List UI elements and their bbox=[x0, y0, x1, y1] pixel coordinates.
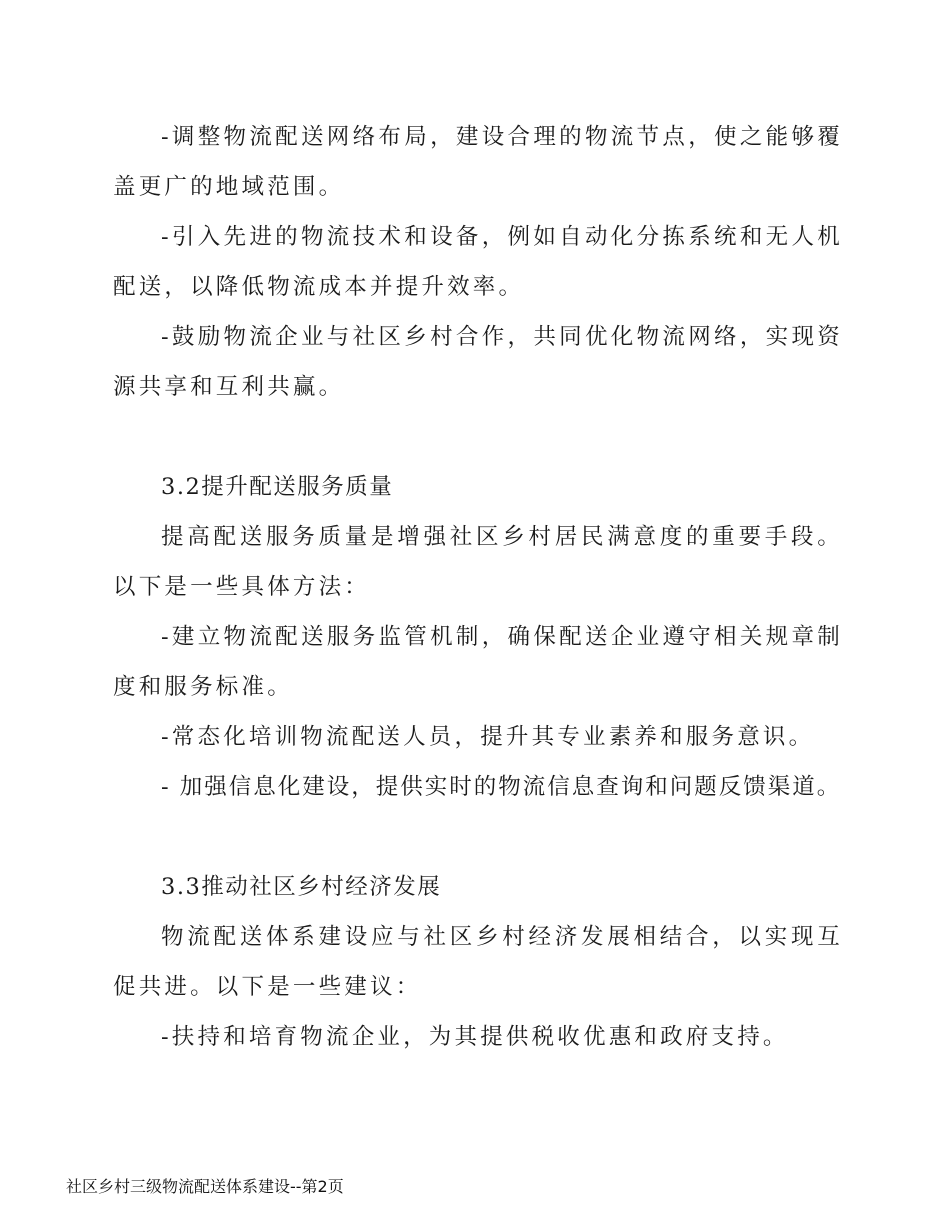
section-gap bbox=[113, 412, 843, 462]
paragraph-adjust-network: -调整物流配送网络布局，建设合理的物流节点，使之能够覆盖更广的地域范围。 bbox=[113, 124, 843, 200]
paragraph-improve-quality-intro: 提高配送服务质量是增强社区乡村居民满意度的重要手段。以下是一些具体方法： bbox=[113, 524, 843, 600]
paragraph-staff-training: -常态化培训物流配送人员，提升其专业素养和服务意识。 bbox=[161, 724, 815, 750]
paragraph-encourage-cooperation: -鼓励物流企业与社区乡村合作，共同优化物流网络，实现资源共享和互利共赢。 bbox=[113, 324, 843, 400]
paragraph-informatization: - 加强信息化建设，提供实时的物流信息查询和问题反馈渠道。 bbox=[161, 774, 842, 800]
paragraph-supervision-mechanism: -建立物流配送服务监管机制，确保配送企业遵守相关规章制度和服务标准。 bbox=[113, 624, 843, 700]
page-footer: 社区乡村三级物流配送体系建设--第2页 bbox=[66, 1177, 344, 1196]
section-heading-3-2: 3.2提升配送服务质量 bbox=[161, 474, 394, 500]
paragraph-support-enterprises: -扶持和培育物流企业，为其提供税收优惠和政府支持。 bbox=[161, 1024, 789, 1050]
section-heading-3-3: 3.3推动社区乡村经济发展 bbox=[161, 874, 442, 900]
paragraph-economic-development-intro: 物流配送体系建设应与社区乡村经济发展相结合，以实现互促共进。以下是一些建议： bbox=[113, 924, 843, 1000]
paragraph-introduce-technology: -引入先进的物流技术和设备，例如自动化分拣系统和无人机配送，以降低物流成本并提升效率。 bbox=[113, 224, 843, 300]
section-gap bbox=[113, 812, 843, 862]
document-body bbox=[113, 112, 843, 1062]
